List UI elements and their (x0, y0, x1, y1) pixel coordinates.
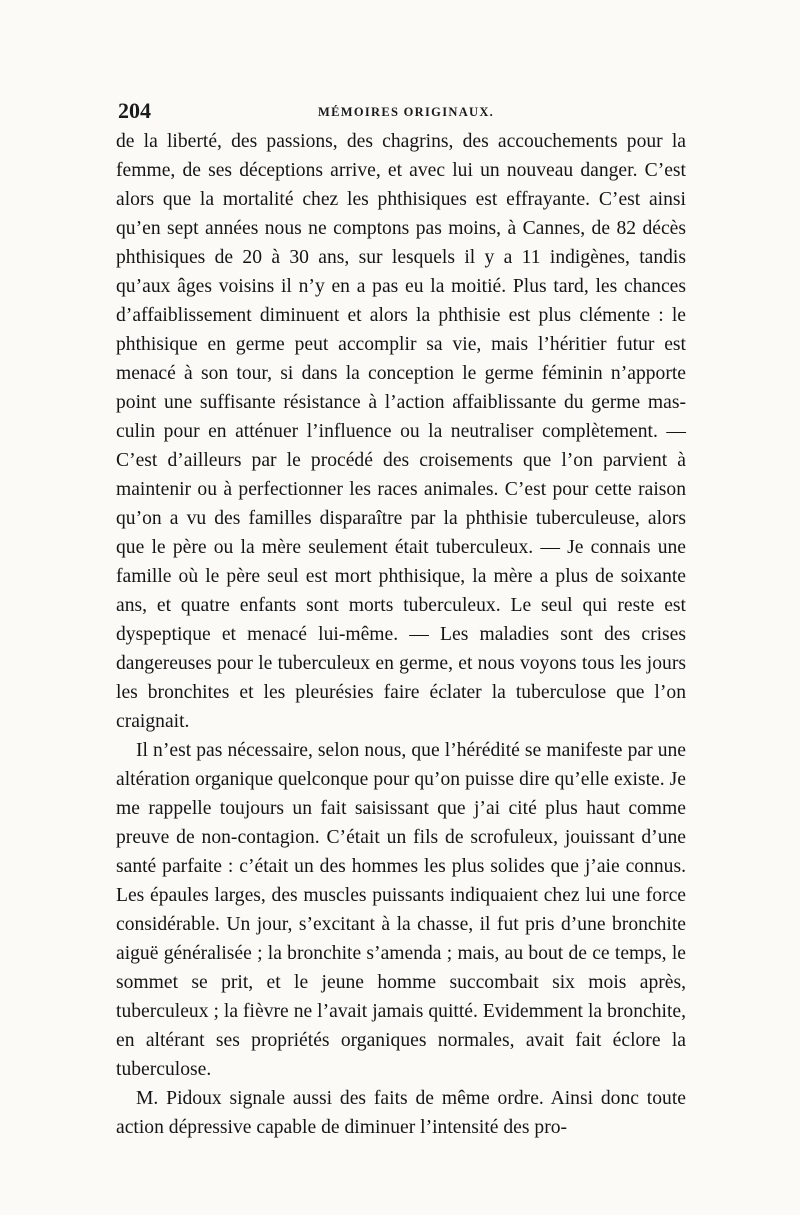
running-head: MÉMOIRES ORIGINAUX. (318, 105, 495, 119)
paragraph-continuation: de la liberté, des passions, des chagrins, des accouchements pour la femme, de ses déceptions arrive, et avec lui un nouveau danger. C’est alors que la mortalité chez les phthisiques est effrayante. C’est ainsi qu’en sept années nous ne comptons pas moins, à Cannes, de 82 décès phthisiques de 20 à 30 ans, sur lesquels il y a 11 indigènes, tandis qu’aux âges voisins il n’y en a pas eu la moitié. Plus tard, les chances d’affaiblissement diminuent et alors la phthisie est plus clémente : le phthisique en germe peut accomplir sa vie, mais l’héritier futur est menacé à son tour, si dans la conception le germe féminin n’apporte point une suffisante résistance à l’action affaiblissante du germe masculin pour en atténuer l’influence ou la neutraliser complètement. — C’est d’ailleurs par le procédé des croisements que l’on parvient à maintenir ou à perfectionner les races animales. C’est pour cette raison qu’on a vu des familles disparaître par la phthisie tuberculeuse, alors que le père ou la mère seulement était tuberculeux. — Je connais une famille où le père seul est mort phthisique, la mère a plus de soixante ans, et quatre enfants sont morts tuberculeux. Le seul qui reste est dyspeptique et menacé lui-même. — Les maladies sont des crises dangereuses pour le tuberculeux en germe, et nous voyons tous les jours les bronchites et les pleurésies faire éclater la tuberculose que l’on craignait. (116, 131, 686, 732)
body-text (116, 127, 686, 1142)
paragraph-heredity: Il n’est pas nécessaire, selon nous, que l’hérédité se manifeste par une altération organique quelconque pour qu’on puisse dire qu’elle existe. Je me rappelle toujours un fait saisissant que j’ai cité plus haut comme preuve de non-contagion. C’était un fils de scrofuleux, jouissant d’une santé parfaite : c’était un des hommes les plus solides que j’aie connus. Les épaules larges, des muscles puissants indiquaient chez lui une force considérable. Un jour, s’excitant à la chasse, il fut pris d’une bronchite aiguë généralisée ; la bronchite s’amenda ; mais, au bout de ce temps, le sommet se prit, et le jeune homme succombait six mois après, tuberculeux ; la fièvre ne l’avait jamais quitté. Evidemment la bronchite, en altérant ses propriétés organiques normales, avait fait éclore la tuberculose. (116, 740, 686, 1080)
paragraph-pidoux: M. Pidoux signale aussi des faits de même ordre. Ainsi donc toute action dépressive capable de diminuer l’intensité des pro- (116, 1088, 686, 1138)
page-number: 204 (118, 98, 151, 123)
page-header (118, 98, 688, 128)
